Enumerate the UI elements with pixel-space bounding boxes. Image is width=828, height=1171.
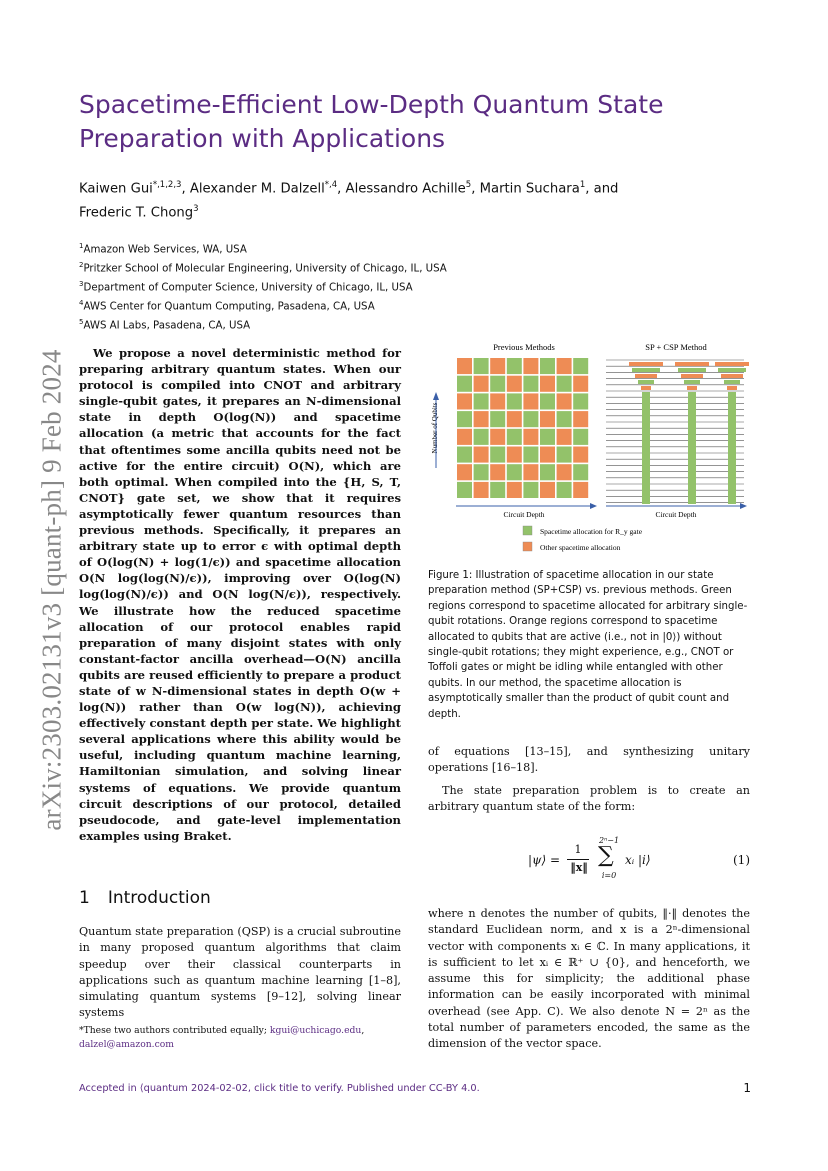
grid-cell: [540, 376, 555, 392]
grid-cell: [523, 429, 538, 445]
author-sup: 3: [193, 204, 199, 215]
grid-cell: [507, 429, 522, 445]
author-sup: *,1,2,3: [152, 180, 182, 190]
active-qubit-column: [642, 392, 650, 504]
grid-cell: [474, 464, 489, 480]
grid-cell: [457, 482, 472, 498]
funnel-segment: [675, 362, 709, 366]
grid-cell: [490, 429, 505, 445]
x-axis-arrowhead-right: [740, 503, 747, 509]
funnel-segment: [718, 368, 746, 372]
x-axis-arrowhead-left: [590, 503, 597, 509]
grid-cell: [507, 464, 522, 480]
y-axis-arrowhead: [433, 392, 439, 400]
grid-cell: [573, 482, 588, 498]
grid-cell: [457, 358, 472, 374]
grid-cell: [507, 393, 522, 409]
funnel-segment: [715, 362, 749, 366]
affiliation: $^1$Amazon Web Services, WA, USA: [79, 242, 247, 256]
funnel-segment: [632, 368, 660, 372]
grid-cell: [457, 376, 472, 392]
author: Kaiwen Gui: [79, 181, 153, 197]
grid-cell: [557, 429, 572, 445]
grid-cell: [457, 464, 472, 480]
fig-y-label: Number of Qubits: [431, 402, 439, 454]
grid-cell: [490, 376, 505, 392]
funnel-segment: [721, 374, 743, 378]
grid-cell: [490, 358, 505, 374]
grid-cell: [457, 393, 472, 409]
grid-cell: [573, 411, 588, 427]
funnel-segment: [629, 362, 663, 366]
eq-lhs: |ψ⟩ =: [528, 853, 561, 867]
active-qubit-column: [688, 392, 696, 504]
author: Alessandro Achille: [345, 181, 466, 197]
funnel-segment: [681, 374, 703, 378]
fig-x-label-right: Circuit Depth: [655, 510, 697, 519]
grid-cell: [573, 447, 588, 463]
grid-cell: [490, 447, 505, 463]
legend-label-green: Spacetime allocation for R_y gate: [540, 527, 643, 536]
grid-cell: [573, 376, 588, 392]
grid-cell: [540, 393, 555, 409]
grid-cell: [490, 464, 505, 480]
grid-cell: [490, 482, 505, 498]
eq-term: xᵢ |i⟩: [625, 853, 651, 867]
right-column-text: [428, 744, 750, 821]
state-prep-paragraph: The state preparation problem is to create an arbitrary quantum state of the form:: [428, 783, 750, 813]
email-link[interactable]: dalzel@amazon.com: [79, 1039, 174, 1050]
equation-1: [428, 836, 750, 890]
grid-cell: [490, 393, 505, 409]
figure-caption: Figure 1: Illustration of spacetime allocation in our state preparation method (SP+CSP) vs. previous methods. Green regions correspond to spacetime allocated for arbitrary single-qubit rotations. Orange regions correspond to spacetime allocated to qubits that are active (i.e., not in |0⟩) without single-qubit rotations; they might experience, e.g., CNOT or Toffoli gates or might be idling while entangled with other qubits. In our method, the spacetime allocation is asymptotically smaller than the product of qubit count and depth.: [428, 570, 748, 720]
grid-cell: [573, 393, 588, 409]
grid-cell: [540, 464, 555, 480]
eq-number: (1): [733, 853, 750, 867]
grid-cell: [540, 447, 555, 463]
abstract: [79, 345, 401, 844]
intro-paragraph: [79, 924, 401, 1022]
footer-text[interactable]: Accepted in ⟨quantum 2024-02-02, click title to verify. Published under CC-BY 4.0.: [79, 1083, 480, 1094]
fig-x-label-left: Circuit Depth: [503, 510, 545, 519]
grid-cell: [540, 429, 555, 445]
grid-cell: [490, 411, 505, 427]
affiliation: $^4$AWS Center for Quantum Computing, Pasadena, CA, USA: [79, 298, 375, 313]
grid-cell: [540, 482, 555, 498]
grid-cell: [557, 393, 572, 409]
grid-cell: [507, 358, 522, 374]
grid-cell: [557, 411, 572, 427]
continued-paragraph: of equations [13–15], and synthesizing unitary operations [16–18].: [428, 745, 750, 775]
grid-cell: [523, 464, 538, 480]
author: Martin Suchara: [479, 181, 580, 197]
fig-left-title: Previous Methods: [493, 342, 555, 352]
grid-cell: [523, 447, 538, 463]
grid-cell: [474, 429, 489, 445]
eq-frac-num: 1: [574, 843, 582, 856]
grid-cell: [474, 393, 489, 409]
author: Alexander M. Dalzell: [189, 181, 325, 197]
paper-title[interactable]: Spacetime-Efficient Low-Depth Quantum State Preparation with Applications: [79, 90, 664, 153]
email-link[interactable]: kgui@uchicago.edu: [269, 1025, 362, 1036]
grid-cell: [457, 429, 472, 445]
grid-cell: [457, 411, 472, 427]
funnel-segment: [727, 386, 737, 390]
eq-frac-den: ‖x‖: [570, 861, 588, 874]
grid-cell: [557, 376, 572, 392]
section-heading: [79, 888, 211, 908]
affiliation: $^5$AWS AI Labs, Pasadena, CA, USA: [79, 317, 251, 332]
legend-swatch-orange: [523, 542, 532, 551]
grid-cell: [557, 464, 572, 480]
eq-frac-bar: [567, 859, 589, 860]
grid-cell: [523, 411, 538, 427]
author-sup: 1: [579, 180, 586, 190]
funnel-segment: [687, 386, 697, 390]
arxiv-sidebar: [22, 300, 82, 880]
grid-cell: [507, 447, 522, 463]
funnel-segment: [638, 380, 654, 384]
affiliation-list: [79, 239, 579, 334]
grid-cell: [474, 482, 489, 498]
funnel-segment: [635, 374, 657, 378]
affiliation: $^3$Department of Computer Science, University of Chicago, IL, USA: [79, 279, 413, 294]
section-number: 1: [79, 888, 90, 908]
grid-cell: [474, 358, 489, 374]
grid-cell: [523, 482, 538, 498]
arxiv-identifier: arXiv:2303.02131v3 [quant-ph] 9 Feb 2024: [36, 349, 67, 831]
affiliation: $^2$Pritzker School of Molecular Engineering, University of Chicago, IL, USA: [79, 260, 447, 275]
grid-cell: [507, 376, 522, 392]
grid-cell: [507, 482, 522, 498]
grid-cell: [507, 411, 522, 427]
grid-cell: [573, 358, 588, 374]
figure-1: [428, 340, 750, 555]
grid-cell: [573, 464, 588, 480]
grid-cell: [474, 411, 489, 427]
grid-cell: [573, 429, 588, 445]
footnote: *These two authors contributed equally; kgui@uchicago.edu, dalzel@amazon.com: [79, 1025, 365, 1050]
author-list: Kaiwen Gui$^{*,1,2,3}$, Alexander M. Dalzell$^{*,4}$, Alessandro Achille$^5$, Martin Suchara$^1$, and Frederic T. Chong$^3$: [79, 180, 619, 221]
grid-cell: [523, 393, 538, 409]
fig-right-title: SP + CSP Method: [645, 342, 707, 352]
grid-cell: [474, 447, 489, 463]
abstract-text: We propose a novel deterministic method for preparing arbitrary quantum states. When our protocol is compiled into CNOT and arbitrary single-qubit gates, it prepares an N-dimensional state in depth O(log(N)) and spacetime allocation (a metric that accounts for the fact that oftentimes some ancilla qubits need not be active for the entire circuit) O(N), which are both optimal. When compiled into the {H, S, T, CNOT} gate set, we show that it requires asymptotically fewer quantum resources than previous methods. Specifically, it prepares an arbitrary state up to error ϵ with optimal depth of O(log(N) + log(1/ϵ)) and spacetime allocation O(N log(log(N)/ϵ)), improving over O(log(N) log(log(N)/ϵ)) and O(N log(N/ϵ)), respectively. We illustrate how the reduced spacetime allocation of our protocol enables rapid preparation of many disjoint states with only constant-factor ancilla overhead—O(N) ancilla qubits are reused efficiently to prepare a product state of w N-dimensional states in depth O(w + log(N)) rather than O(w log(N)), achieving effectively constant depth per state. We highlight several applications where this ability would be useful, including quantum machine learning, Hamiltonian simulation, and solving linear systems of equations. We provide quantum circuit descriptions of our protocol, detailed pseudocode, and gate-level implementation examples using Braket.: [79, 346, 401, 843]
funnel-segment: [641, 386, 651, 390]
previous-methods-grid: [457, 358, 588, 498]
grid-cell: [457, 447, 472, 463]
author-sup: *,4: [324, 180, 338, 190]
funnel-segment: [724, 380, 740, 384]
funnel-segment: [684, 380, 700, 384]
active-qubit-column: [728, 392, 736, 504]
intro-text: Quantum state preparation (QSP) is a crucial subroutine in many proposed quantum algorithms that claim speedup over their classical counterparts in applications such as quantum machine learning [1–8], simulating quantum systems [9–12], solving linear systems: [79, 925, 401, 1020]
section-title: Introduction: [107, 888, 211, 908]
eq-sum-sign: ∑: [598, 843, 614, 868]
definition-paragraph: where n denotes the number of qubits, ‖·‖ denotes the standard Euclidean norm, and x is a 2ⁿ-dimensional vector with components xᵢ ∈ ℂ. In many applications, it is sufficient to let xᵢ ∈ ℝ⁺ ∪ {0}, and henceforth, we assume this for simplicity; the additional phase information can be easily incorporated with minimal overhead (see App. C). We also denote N = 2ⁿ as the total number of parameters encoded, the same as the dimension of the vector space.: [428, 907, 750, 1051]
legend-swatch-green: [523, 526, 532, 535]
grid-cell: [523, 358, 538, 374]
grid-cell: [557, 447, 572, 463]
eq-sum-bottom: i=0: [601, 871, 617, 880]
funnel-segment: [678, 368, 706, 372]
footnote-text: *These two authors contributed equally;: [79, 1025, 270, 1036]
page-footer: [79, 1083, 751, 1094]
page-number: 1: [743, 1081, 751, 1095]
eq-sum-top: 2ⁿ−1: [598, 836, 620, 845]
grid-cell: [540, 411, 555, 427]
grid-cell: [557, 358, 572, 374]
spcsp-grid: [606, 360, 749, 504]
legend-label-orange: Other spacetime allocation: [540, 543, 621, 552]
grid-cell: [474, 376, 489, 392]
author-sup: 5: [465, 180, 472, 190]
author: Frederic T. Chong: [79, 205, 194, 221]
grid-cell: [540, 358, 555, 374]
grid-cell: [557, 482, 572, 498]
grid-cell: [523, 376, 538, 392]
